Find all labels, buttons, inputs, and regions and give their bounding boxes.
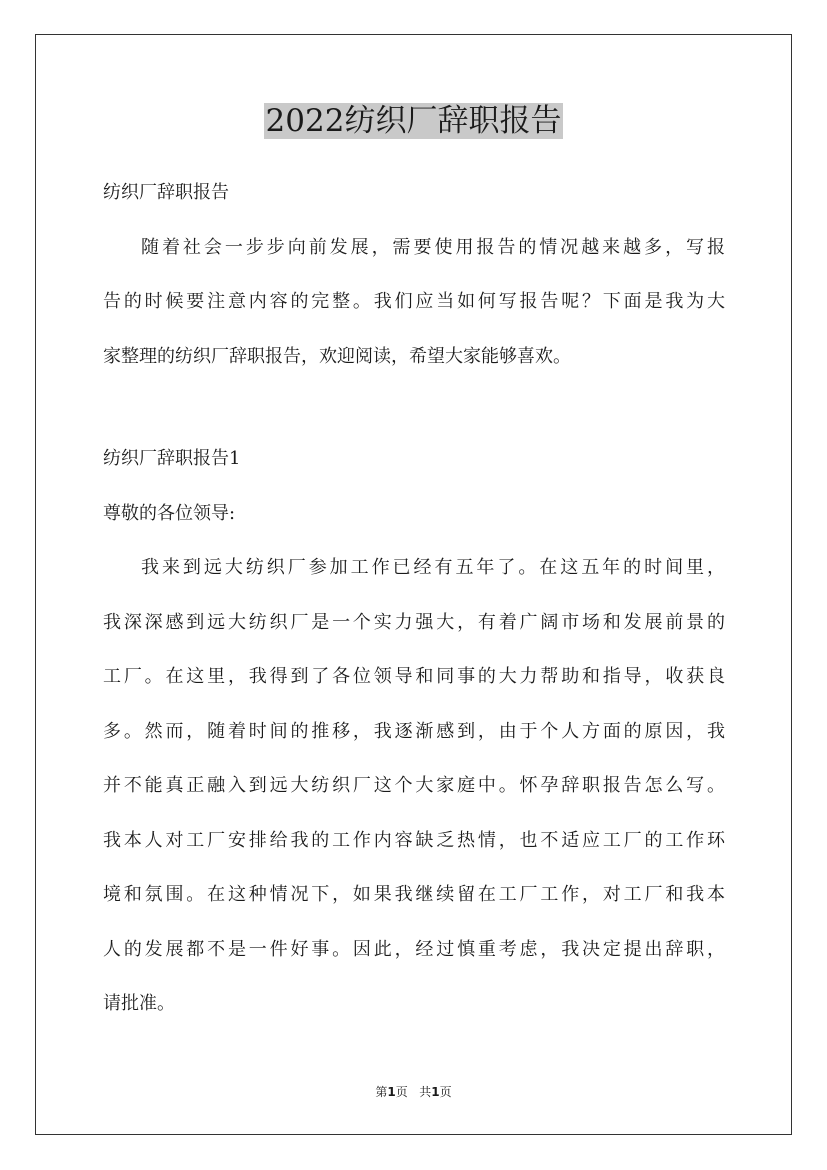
page-suffix: 页 bbox=[395, 1085, 408, 1099]
body-line: 人的发展都不是一件好事。因此，经过慎重考虑，我决定提出辞职， bbox=[103, 938, 725, 960]
body-line: 境和氛围。在这种情况下，如果我继续留在工厂工作，对工厂和我本 bbox=[103, 884, 725, 905]
paragraph-gap bbox=[103, 392, 725, 440]
page-prefix: 第 bbox=[375, 1085, 388, 1099]
intro-line: 随着社会一步步向前发展，需要使用报告的情况越来越多，写报 bbox=[141, 236, 725, 258]
body-line: 工厂。在这里，我得到了各位领导和同事的大力帮助和指导，收获良 bbox=[103, 666, 725, 687]
document-title-wrap bbox=[0, 100, 827, 142]
body-line: 多。然而，随着时间的推移，我逐渐感到，由于个人方面的原因，我 bbox=[103, 720, 725, 742]
total-prefix: 共 bbox=[419, 1085, 432, 1099]
page-number: 1 bbox=[387, 1085, 396, 1099]
salutation: 尊敬的各位领导: bbox=[103, 502, 236, 524]
body-line: 并不能真正融入到远大纺织厂这个大家庭中。怀孕辞职报告怎么写。 bbox=[103, 775, 725, 796]
body-line: 我深深感到远大纺织厂是一个实力强大，有着广阔市场和发展前景的 bbox=[103, 611, 725, 633]
subtitle: 纺织厂辞职报告 bbox=[103, 182, 229, 203]
body-line: 我来到远大纺织厂参加工作已经有五年了。在这五年的时间里， bbox=[141, 557, 725, 578]
body-line: 我本人对工厂安排给我的工作内容缺乏热情，也不适应工厂的工作环 bbox=[103, 829, 725, 851]
document-body bbox=[103, 174, 725, 1040]
total-number: 1 bbox=[431, 1085, 440, 1099]
page-footer bbox=[0, 1083, 827, 1100]
intro-line: 家整理的纺织厂辞职报告，欢迎阅读，希望大家能够喜欢。 bbox=[103, 345, 571, 367]
total-suffix: 页 bbox=[439, 1085, 452, 1099]
section-heading: 纺织厂辞职报告1 bbox=[103, 448, 241, 469]
intro-line: 告的时候要注意内容的完整。我们应当如何写报告呢？下面是我为大 bbox=[103, 291, 725, 312]
body-line: 请批准。 bbox=[103, 993, 175, 1014]
document-title: 2022纺织厂辞职报告 bbox=[265, 103, 562, 139]
